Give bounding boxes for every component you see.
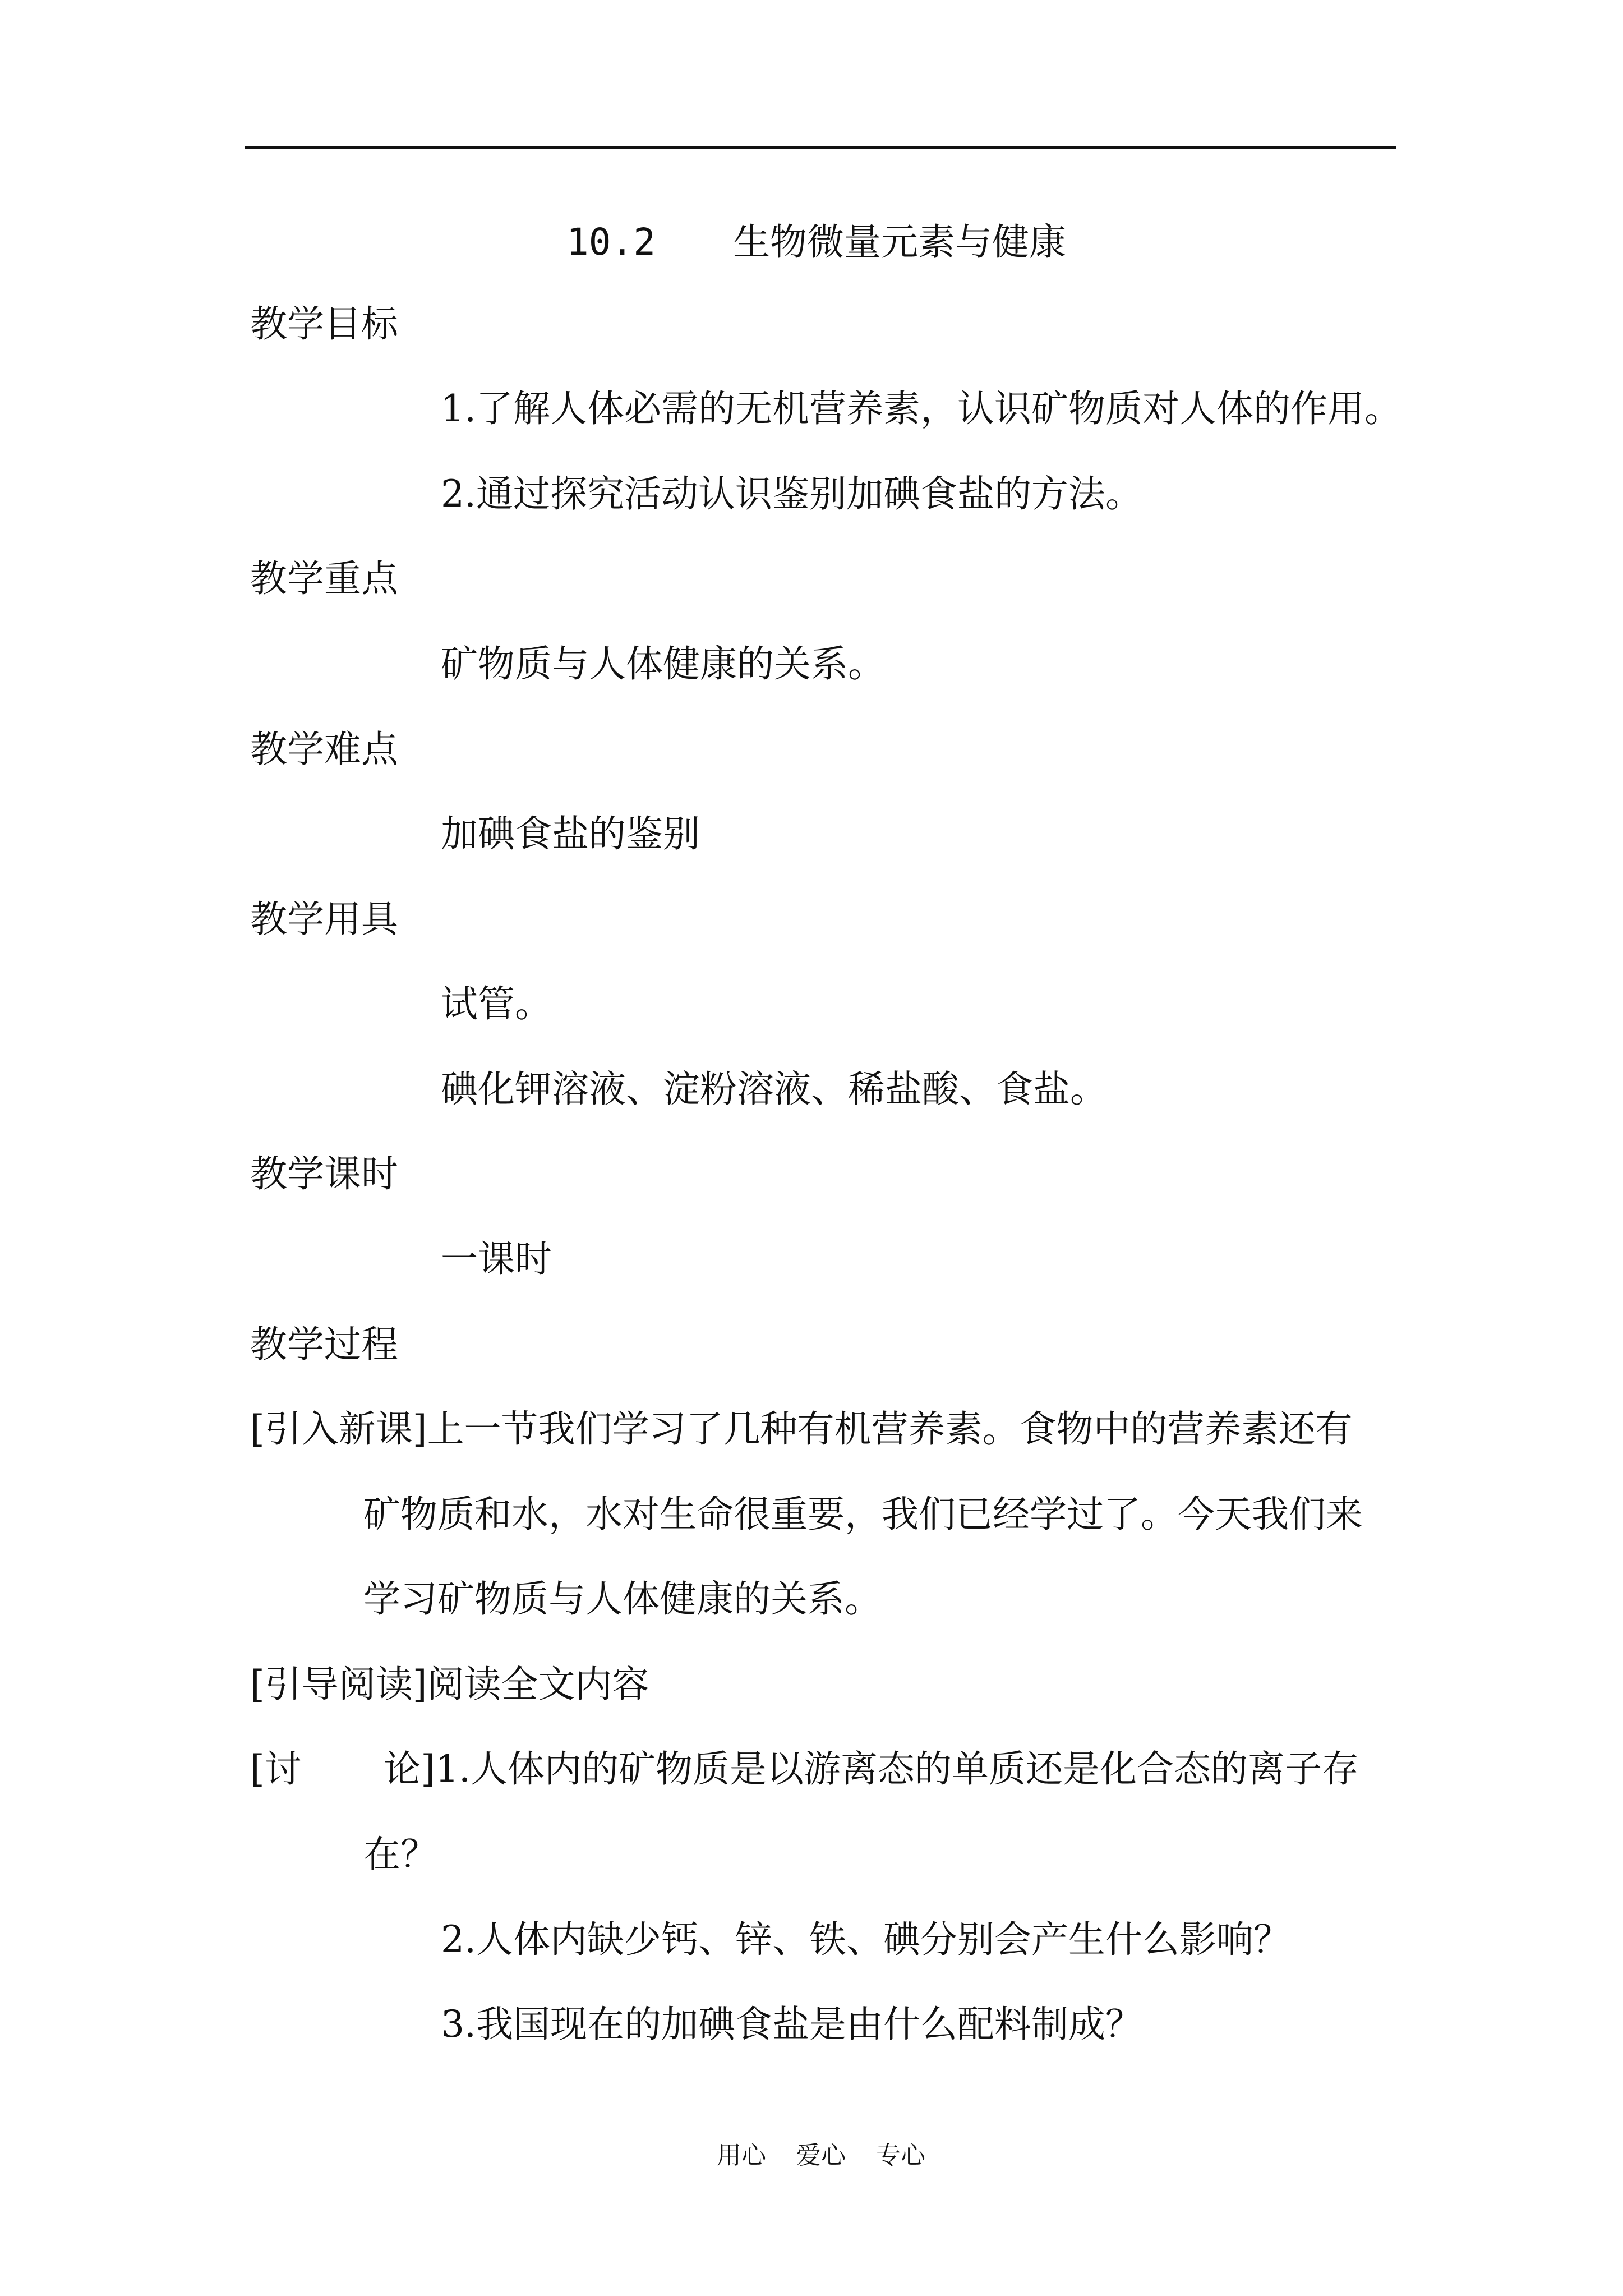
title-text: 生物微量元素与健康 xyxy=(732,220,1066,264)
reading-text: 阅读全文内容 xyxy=(427,1663,649,1706)
tools-heading: 教学用具 xyxy=(250,898,398,941)
footer-word-1: 用心 xyxy=(717,2141,766,2170)
objectives-heading: 教学目标 xyxy=(250,302,398,346)
page-footer xyxy=(717,2140,925,2171)
key-points-text: 矿物质与人体健康的关系。 xyxy=(441,642,885,685)
key-points-heading: 教学重点 xyxy=(250,557,398,600)
header-rule xyxy=(245,146,1396,149)
footer-word-2: 爱心 xyxy=(796,2141,846,2170)
tools-line-2: 碘化钾溶液、淀粉溶液、稀盐酸、食盐。 xyxy=(441,1068,1107,1111)
intro-text-3: 学习矿物质与人体健康的关系。 xyxy=(363,1577,882,1621)
objective-2: 2.通过探究活动认识鉴别加碘食盐的方法。 xyxy=(441,472,1142,516)
reading-line xyxy=(250,1662,649,1707)
discuss-q1-text-2: 在？ xyxy=(363,1833,437,1876)
page-title xyxy=(566,220,1066,265)
intro-text-2: 矿物质和水，水对生命很重要，我们已经学过了。今天我们来 xyxy=(363,1493,1363,1536)
discuss-tag xyxy=(250,1747,435,1792)
intro-paragraph-line-1 xyxy=(250,1407,1353,1452)
intro-tag: [引入新课] xyxy=(250,1407,427,1451)
title-number: 10.2 xyxy=(566,220,656,264)
hours-text: 一课时 xyxy=(441,1237,552,1281)
process-heading: 教学过程 xyxy=(250,1323,398,1366)
objective-1: 1.了解人体必需的无机营养素，认识矿物质对人体的作用。 xyxy=(441,387,1401,430)
tools-line-1: 试管。 xyxy=(441,982,552,1025)
hours-heading: 教学课时 xyxy=(250,1152,398,1195)
discuss-q2: 2.人体内缺少钙、锌、铁、碘分别会产生什么影响？ xyxy=(441,1918,1290,1961)
discuss-q1-text-1: 1.人体内的矿物质是以游离态的单质还是化合态的离子存 xyxy=(435,1747,1359,1791)
intro-text-1: 上一节我们学习了几种有机营养素。食物中的营养素还有 xyxy=(427,1407,1353,1451)
reading-tag: [引导阅读] xyxy=(250,1663,427,1706)
discuss-line-1 xyxy=(250,1747,1359,1792)
difficulty-heading: 教学难点 xyxy=(250,728,398,771)
discuss-tag-open: [讨 xyxy=(250,1747,302,1791)
footer-word-3: 专心 xyxy=(876,2141,925,2170)
discuss-tag-close: 论] xyxy=(384,1747,435,1791)
difficulty-text: 加碘食盐的鉴别 xyxy=(441,812,700,855)
discuss-q3: 3.我国现在的加碘食盐是由什么配料制成？ xyxy=(441,2003,1142,2046)
